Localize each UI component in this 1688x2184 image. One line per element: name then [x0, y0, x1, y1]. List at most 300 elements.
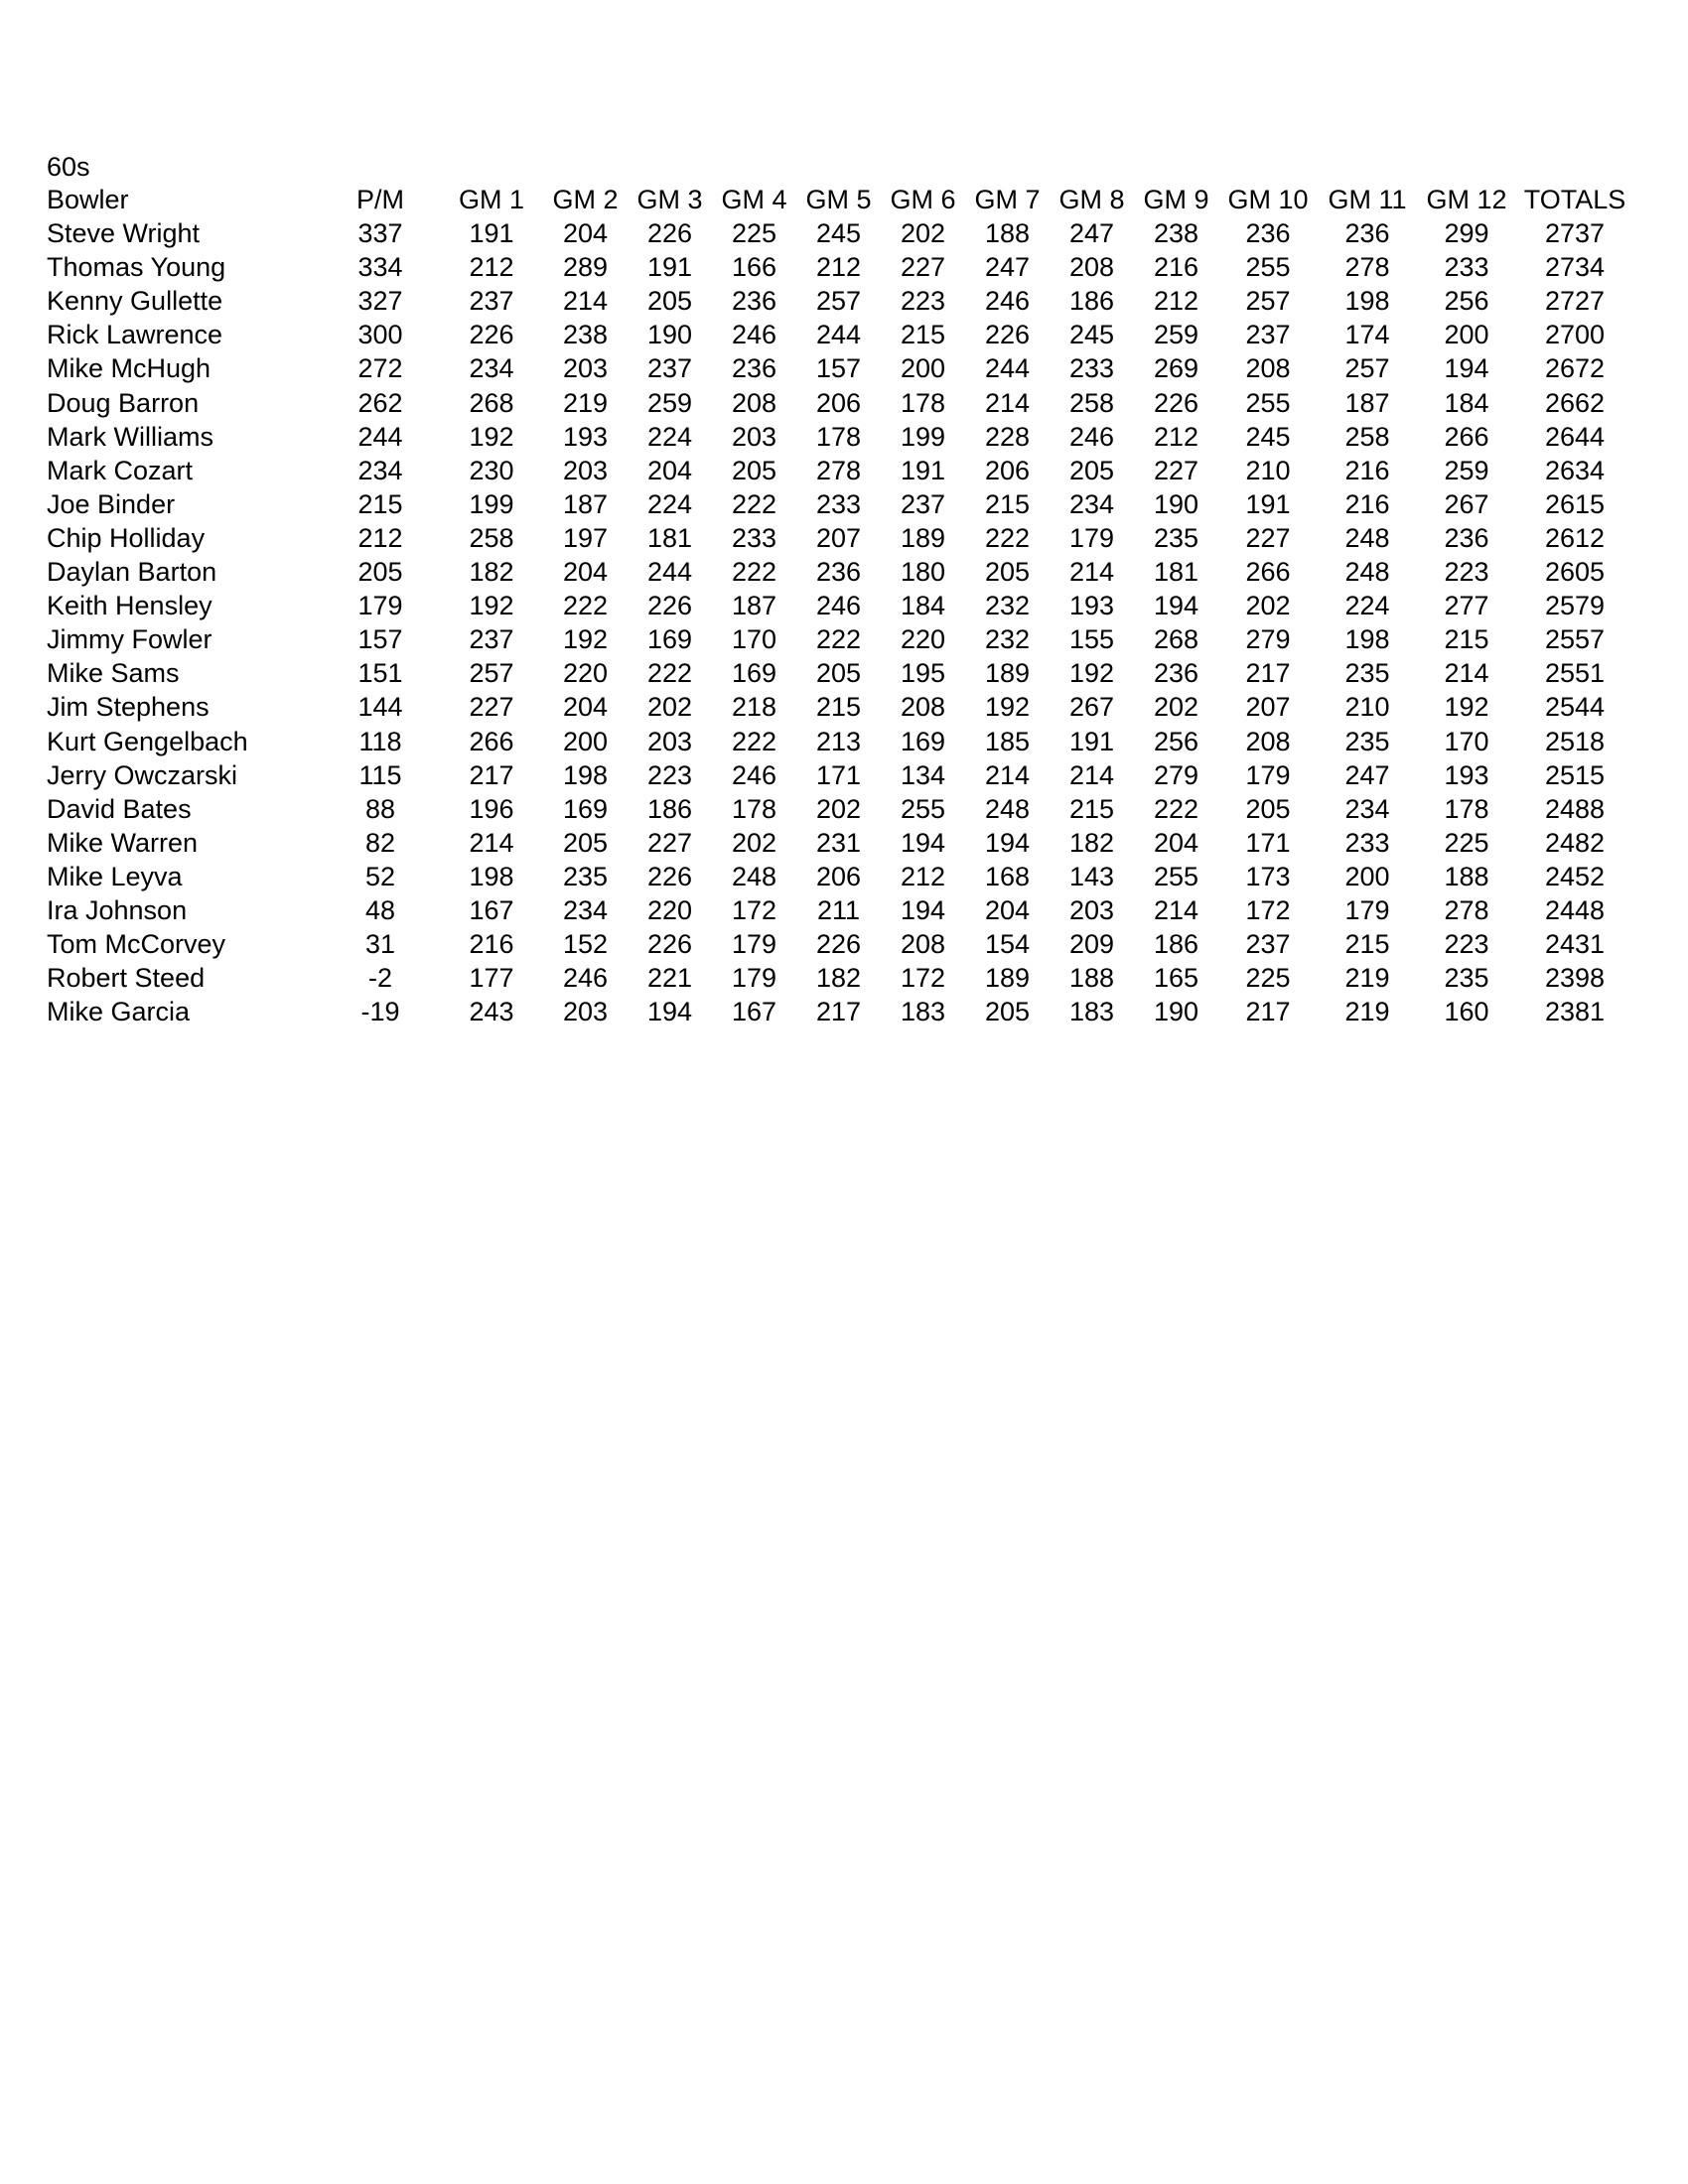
gm-7-score: 232 [984, 591, 1031, 621]
header-pm: P/M [355, 185, 404, 214]
pm-value: 215 [357, 488, 403, 519]
gm-5-score: 257 [815, 286, 862, 317]
gm-11-score: 257 [1344, 353, 1390, 384]
gm-2-score: 198 [562, 759, 609, 790]
gm-3-score: 191 [646, 252, 693, 283]
gm-12-score: 235 [1444, 963, 1489, 994]
gm-11-score: 210 [1344, 692, 1390, 723]
gm-1-score: 234 [469, 353, 514, 384]
table-row [40, 622, 1633, 656]
gm-4-score: 187 [731, 591, 777, 621]
bowler-name: Jim Stephens [47, 692, 210, 723]
gm-2-score: 192 [562, 624, 609, 655]
gm-2-score: 197 [562, 522, 609, 553]
gm-2-score: 234 [562, 894, 609, 925]
pm-value: 234 [357, 455, 403, 485]
gm-11-score: 258 [1344, 421, 1390, 452]
gm-4-score: 222 [731, 557, 777, 588]
table-row [40, 690, 1633, 724]
table-row [40, 860, 1633, 893]
table-header [40, 183, 1633, 216]
pm-value: 115 [358, 759, 402, 790]
gm-12-score: 194 [1444, 353, 1489, 384]
gm-5-score: 206 [815, 861, 862, 891]
gm-12-score: 259 [1444, 455, 1489, 485]
gm-7-score: 214 [984, 759, 1031, 790]
gm-10-score: 202 [1245, 591, 1291, 621]
gm-1-score: 214 [469, 827, 514, 858]
gm-3-score: 194 [646, 997, 693, 1027]
gm-8-score: 155 [1068, 624, 1115, 655]
gm-2-score: 187 [562, 488, 609, 519]
gm-6-score: 208 [900, 929, 946, 960]
gm-8-score: 234 [1068, 488, 1115, 519]
gm-10-score: 237 [1245, 320, 1291, 350]
gm-10-score: 255 [1245, 387, 1291, 418]
gm-2-score: 203 [562, 353, 609, 384]
gm-9-score: 226 [1153, 387, 1199, 418]
gm-6-score: 172 [900, 963, 946, 994]
gm-8-score: 245 [1068, 320, 1115, 350]
gm-11-score: 247 [1344, 759, 1390, 790]
header-gm-11: GM 11 [1328, 185, 1407, 214]
bowler-name: Keith Hensley [47, 591, 212, 621]
gm-7-score: 232 [984, 624, 1031, 655]
gm-11-score: 235 [1344, 726, 1390, 756]
bowler-name: Mark Cozart [47, 455, 194, 485]
gm-9-score: 236 [1153, 658, 1199, 689]
header-totals: TOTALS [1523, 185, 1626, 214]
total-score: 2672 [1544, 353, 1606, 384]
gm-3-score: 202 [646, 692, 693, 723]
gm-11-score: 278 [1344, 252, 1390, 283]
gm-4-score: 169 [731, 658, 777, 689]
gm-9-score: 222 [1153, 793, 1199, 824]
pm-value: 244 [357, 421, 403, 452]
gm-7-score: 205 [984, 557, 1031, 588]
gm-6-score: 208 [900, 692, 946, 723]
header-gm-5: GM 5 [805, 185, 872, 214]
gm-1-score: 230 [469, 455, 514, 485]
gm-2-score: 205 [562, 827, 609, 858]
gm-12-score: 178 [1444, 793, 1489, 824]
pm-value: 272 [357, 353, 403, 384]
gm-10-score: 266 [1245, 557, 1291, 588]
gm-11-score: 234 [1344, 793, 1390, 824]
pm-value: 88 [364, 793, 396, 824]
gm-9-score: 194 [1153, 591, 1199, 621]
gm-3-score: 222 [646, 658, 693, 689]
gm-12-score: 256 [1444, 286, 1489, 317]
gm-3-score: 224 [646, 488, 693, 519]
gm-8-score: 192 [1068, 658, 1115, 689]
gm-10-score: 217 [1245, 658, 1291, 689]
gm-6-score: 212 [900, 861, 946, 891]
gm-1-score: 227 [469, 692, 514, 723]
gm-7-score: 222 [984, 522, 1031, 553]
gm-9-score: 216 [1153, 252, 1199, 283]
gm-4-score: 170 [731, 624, 777, 655]
gm-10-score: 191 [1245, 488, 1291, 519]
gm-5-score: 212 [815, 252, 862, 283]
gm-2-score: 220 [562, 658, 609, 689]
gm-12-score: 267 [1444, 488, 1489, 519]
gm-1-score: 216 [469, 929, 514, 960]
gm-3-score: 190 [646, 320, 693, 350]
gm-10-score: 227 [1245, 522, 1291, 553]
gm-12-score: 188 [1444, 861, 1489, 891]
bowler-name: Jerry Owczarski [47, 759, 238, 790]
header-gm-10: GM 10 [1227, 185, 1309, 214]
gm-9-score: 186 [1153, 929, 1199, 960]
table-row [40, 284, 1633, 318]
gm-3-score: 220 [646, 894, 693, 925]
table-row [40, 725, 1633, 758]
gm-9-score: 227 [1153, 455, 1199, 485]
gm-1-score: 257 [469, 658, 514, 689]
total-score: 2615 [1544, 488, 1606, 519]
gm-2-score: 203 [562, 455, 609, 485]
total-score: 2700 [1544, 320, 1606, 350]
gm-8-score: 191 [1068, 726, 1115, 756]
gm-8-score: 258 [1068, 387, 1115, 418]
gm-11-score: 219 [1344, 997, 1390, 1027]
gm-12-score: 193 [1444, 759, 1489, 790]
gm-8-score: 214 [1068, 557, 1115, 588]
gm-1-score: 237 [469, 286, 514, 317]
gm-1-score: 199 [469, 488, 514, 519]
bowler-name: Kenny Gullette [47, 286, 223, 317]
gm-8-score: 209 [1068, 929, 1115, 960]
pm-value: 334 [357, 252, 403, 283]
gm-3-score: 204 [646, 455, 693, 485]
gm-1-score: 167 [469, 894, 514, 925]
gm-9-score: 181 [1153, 557, 1199, 588]
gm-11-score: 216 [1344, 488, 1390, 519]
gm-11-score: 224 [1344, 591, 1390, 621]
gm-12-score: 233 [1444, 252, 1489, 283]
gm-6-score: 191 [900, 455, 946, 485]
gm-6-score: 183 [900, 997, 946, 1027]
total-score: 2452 [1544, 861, 1606, 891]
bowler-name: Mike Leyva [47, 861, 183, 891]
gm-11-score: 248 [1344, 522, 1390, 553]
table-row [40, 318, 1633, 351]
gm-2-score: 219 [562, 387, 609, 418]
gm-6-score: 227 [900, 252, 946, 283]
gm-2-score: 238 [562, 320, 609, 350]
gm-8-score: 203 [1068, 894, 1115, 925]
total-score: 2612 [1544, 522, 1606, 553]
gm-10-score: 257 [1245, 286, 1291, 317]
gm-5-score: 211 [816, 894, 861, 925]
gm-7-score: 244 [984, 353, 1031, 384]
gm-8-score: 246 [1068, 421, 1115, 452]
gm-3-score: 203 [646, 726, 693, 756]
gm-10-score: 171 [1245, 827, 1291, 858]
gm-12-score: 278 [1444, 894, 1489, 925]
gm-11-score: 216 [1344, 455, 1390, 485]
gm-10-score: 208 [1245, 353, 1291, 384]
gm-9-score: 165 [1153, 963, 1199, 994]
pm-value: 179 [357, 591, 403, 621]
total-score: 2544 [1544, 692, 1606, 723]
header-row [40, 183, 1633, 216]
header-gm-4: GM 4 [721, 185, 787, 214]
gm-4-score: 172 [731, 894, 777, 925]
gm-4-score: 236 [731, 353, 777, 384]
gm-7-score: 189 [984, 963, 1031, 994]
gm-12-score: 200 [1444, 320, 1489, 350]
gm-7-score: 154 [984, 929, 1031, 960]
gm-4-score: 225 [731, 218, 777, 249]
total-score: 2431 [1544, 929, 1606, 960]
header-gm-7: GM 7 [974, 185, 1041, 214]
gm-1-score: 196 [469, 793, 514, 824]
gm-12-score: 299 [1444, 218, 1489, 249]
gm-2-score: 152 [562, 929, 609, 960]
gm-5-score: 244 [815, 320, 862, 350]
gm-2-score: 246 [562, 963, 609, 994]
gm-10-score: 217 [1245, 997, 1291, 1027]
gm-12-score: 184 [1444, 387, 1489, 418]
gm-1-score: 192 [469, 591, 514, 621]
pm-value: 144 [357, 692, 403, 723]
gm-10-score: 255 [1245, 252, 1291, 283]
gm-2-score: 204 [562, 557, 609, 588]
header-gm-8: GM 8 [1058, 185, 1125, 214]
gm-4-score: 218 [731, 692, 777, 723]
table-row [40, 893, 1633, 927]
gm-2-score: 169 [562, 793, 609, 824]
gm-10-score: 172 [1245, 894, 1291, 925]
bowler-name: Daylan Barton [47, 557, 217, 588]
gm-4-score: 179 [731, 963, 777, 994]
gm-12-score: 236 [1444, 522, 1489, 553]
gm-8-score: 182 [1068, 827, 1115, 858]
gm-11-score: 174 [1344, 320, 1390, 350]
gm-6-score: 200 [900, 353, 946, 384]
gm-6-score: 184 [900, 591, 946, 621]
gm-12-score: 225 [1444, 827, 1489, 858]
gm-6-score: 194 [900, 827, 946, 858]
gm-9-score: 268 [1153, 624, 1199, 655]
gm-10-score: 208 [1245, 726, 1291, 756]
gm-9-score: 212 [1153, 286, 1199, 317]
gm-9-score: 202 [1153, 692, 1199, 723]
gm-8-score: 214 [1068, 759, 1115, 790]
pm-value: 327 [357, 286, 403, 317]
gm-11-score: 215 [1344, 929, 1390, 960]
bowler-name: Tom McCorvey [47, 929, 226, 960]
gm-2-score: 214 [562, 286, 609, 317]
gm-5-score: 231 [815, 827, 862, 858]
gm-7-score: 247 [984, 252, 1031, 283]
gm-5-score: 278 [815, 455, 862, 485]
bowler-name: Rick Lawrence [47, 320, 223, 350]
gm-9-score: 190 [1153, 997, 1199, 1027]
gm-10-score: 207 [1245, 692, 1291, 723]
table-row [40, 351, 1633, 385]
table-row [40, 961, 1633, 995]
gm-4-score: 167 [731, 997, 777, 1027]
gm-7-score: 188 [984, 218, 1031, 249]
gm-1-score: 243 [469, 997, 514, 1027]
gm-1-score: 266 [469, 726, 514, 756]
bowler-name: Jimmy Fowler [47, 624, 212, 655]
gm-5-score: 246 [815, 591, 862, 621]
gm-6-score: 180 [900, 557, 946, 588]
gm-4-score: 246 [731, 320, 777, 350]
gm-3-score: 227 [646, 827, 693, 858]
table-row [40, 555, 1633, 589]
gm-9-score: 259 [1153, 320, 1199, 350]
gm-11-score: 179 [1344, 894, 1390, 925]
gm-11-score: 200 [1344, 861, 1390, 891]
gm-2-score: 203 [562, 997, 609, 1027]
gm-2-score: 204 [562, 218, 609, 249]
gm-6-score: 194 [900, 894, 946, 925]
bowler-name: Mike Sams [47, 658, 180, 689]
gm-11-score: 187 [1344, 387, 1390, 418]
gm-6-score: 178 [900, 387, 946, 418]
gm-2-score: 204 [562, 692, 609, 723]
pm-value: 262 [357, 387, 403, 418]
pm-value: 48 [364, 894, 396, 925]
bowler-name: Robert Steed [47, 963, 206, 994]
gm-3-score: 186 [646, 793, 693, 824]
gm-7-score: 204 [984, 894, 1031, 925]
gm-1-score: 217 [469, 759, 514, 790]
table-row [40, 250, 1633, 284]
gm-1-score: 212 [469, 252, 514, 283]
gm-8-score: 267 [1068, 692, 1115, 723]
gm-1-score: 258 [469, 522, 514, 553]
table-row [40, 589, 1633, 622]
gm-6-score: 189 [900, 522, 946, 553]
gm-3-score: 181 [646, 522, 693, 553]
gm-5-score: 215 [815, 692, 862, 723]
gm-11-score: 233 [1344, 827, 1390, 858]
gm-1-score: 268 [469, 387, 514, 418]
gm-7-score: 215 [984, 488, 1031, 519]
gm-1-score: 191 [469, 218, 514, 249]
gm-5-score: 206 [815, 387, 862, 418]
gm-7-score: 185 [984, 726, 1031, 756]
gm-1-score: 177 [469, 963, 514, 994]
gm-5-score: 222 [815, 624, 862, 655]
gm-3-score: 226 [646, 861, 693, 891]
table-row [40, 454, 1633, 487]
gm-8-score: 193 [1068, 591, 1115, 621]
gm-5-score: 202 [815, 793, 862, 824]
total-score: 2515 [1544, 759, 1606, 790]
gm-4-score: 233 [731, 522, 777, 553]
gm-2-score: 193 [562, 421, 609, 452]
pm-value: 337 [357, 218, 403, 249]
gm-7-score: 246 [984, 286, 1031, 317]
pm-value: -2 [367, 963, 392, 994]
header-gm-3: GM 3 [636, 185, 703, 214]
bowler-name: David Bates [47, 793, 192, 824]
gm-8-score: 233 [1068, 353, 1115, 384]
pm-value: 31 [364, 929, 396, 960]
gm-7-score: 194 [984, 827, 1031, 858]
gm-11-score: 236 [1344, 218, 1390, 249]
gm-8-score: 215 [1068, 793, 1115, 824]
gm-7-score: 205 [984, 997, 1031, 1027]
gm-10-score: 210 [1245, 455, 1291, 485]
gm-1-score: 237 [469, 624, 514, 655]
gm-3-score: 226 [646, 591, 693, 621]
gm-4-score: 203 [731, 421, 777, 452]
gm-6-score: 255 [900, 793, 946, 824]
gm-5-score: 157 [815, 353, 862, 384]
gm-4-score: 178 [731, 793, 777, 824]
gm-5-score: 236 [815, 557, 862, 588]
total-score: 2737 [1544, 218, 1606, 249]
gm-5-score: 207 [815, 522, 862, 553]
gm-9-score: 255 [1153, 861, 1199, 891]
gm-9-score: 269 [1153, 353, 1199, 384]
table-row [40, 487, 1633, 521]
header-gm-9: GM 9 [1143, 185, 1209, 214]
gm-6-score: 223 [900, 286, 946, 317]
gm-10-score: 225 [1245, 963, 1291, 994]
gm-5-score: 213 [815, 726, 862, 756]
gm-3-score: 224 [646, 421, 693, 452]
gm-1-score: 198 [469, 861, 514, 891]
pm-value: 52 [364, 861, 396, 891]
bowler-name: Ira Johnson [47, 894, 188, 925]
bowler-name: Mike Warren [47, 827, 199, 858]
gm-5-score: 226 [815, 929, 862, 960]
gm-7-score: 228 [984, 421, 1031, 452]
gm-12-score: 192 [1444, 692, 1489, 723]
gm-9-score: 214 [1153, 894, 1199, 925]
pm-value: 151 [357, 658, 403, 689]
gm-4-score: 208 [731, 387, 777, 418]
total-score: 2662 [1544, 387, 1606, 418]
gm-1-score: 182 [469, 557, 514, 588]
gm-6-score: 169 [900, 726, 946, 756]
gm-7-score: 226 [984, 320, 1031, 350]
gm-10-score: 236 [1245, 218, 1291, 249]
table-row [40, 792, 1633, 826]
gm-9-score: 204 [1153, 827, 1199, 858]
bowler-name: Chip Holliday [47, 522, 206, 553]
gm-11-score: 198 [1344, 286, 1390, 317]
table-row [40, 927, 1633, 961]
gm-10-score: 245 [1245, 421, 1291, 452]
gm-8-score: 208 [1068, 252, 1115, 283]
total-score: 2644 [1544, 421, 1606, 452]
pm-value: -19 [360, 997, 400, 1027]
total-score: 2488 [1544, 793, 1606, 824]
gm-10-score: 205 [1245, 793, 1291, 824]
bowler-name: Doug Barron [47, 387, 200, 418]
pm-value: 82 [364, 827, 396, 858]
division-title: 60s [47, 152, 90, 182]
total-score: 2551 [1544, 658, 1606, 689]
gm-11-score: 219 [1344, 963, 1390, 994]
gm-8-score: 188 [1068, 963, 1115, 994]
gm-3-score: 226 [646, 218, 693, 249]
gm-6-score: 195 [900, 658, 946, 689]
gm-11-score: 248 [1344, 557, 1390, 588]
gm-12-score: 277 [1444, 591, 1489, 621]
total-score: 2518 [1544, 726, 1606, 756]
